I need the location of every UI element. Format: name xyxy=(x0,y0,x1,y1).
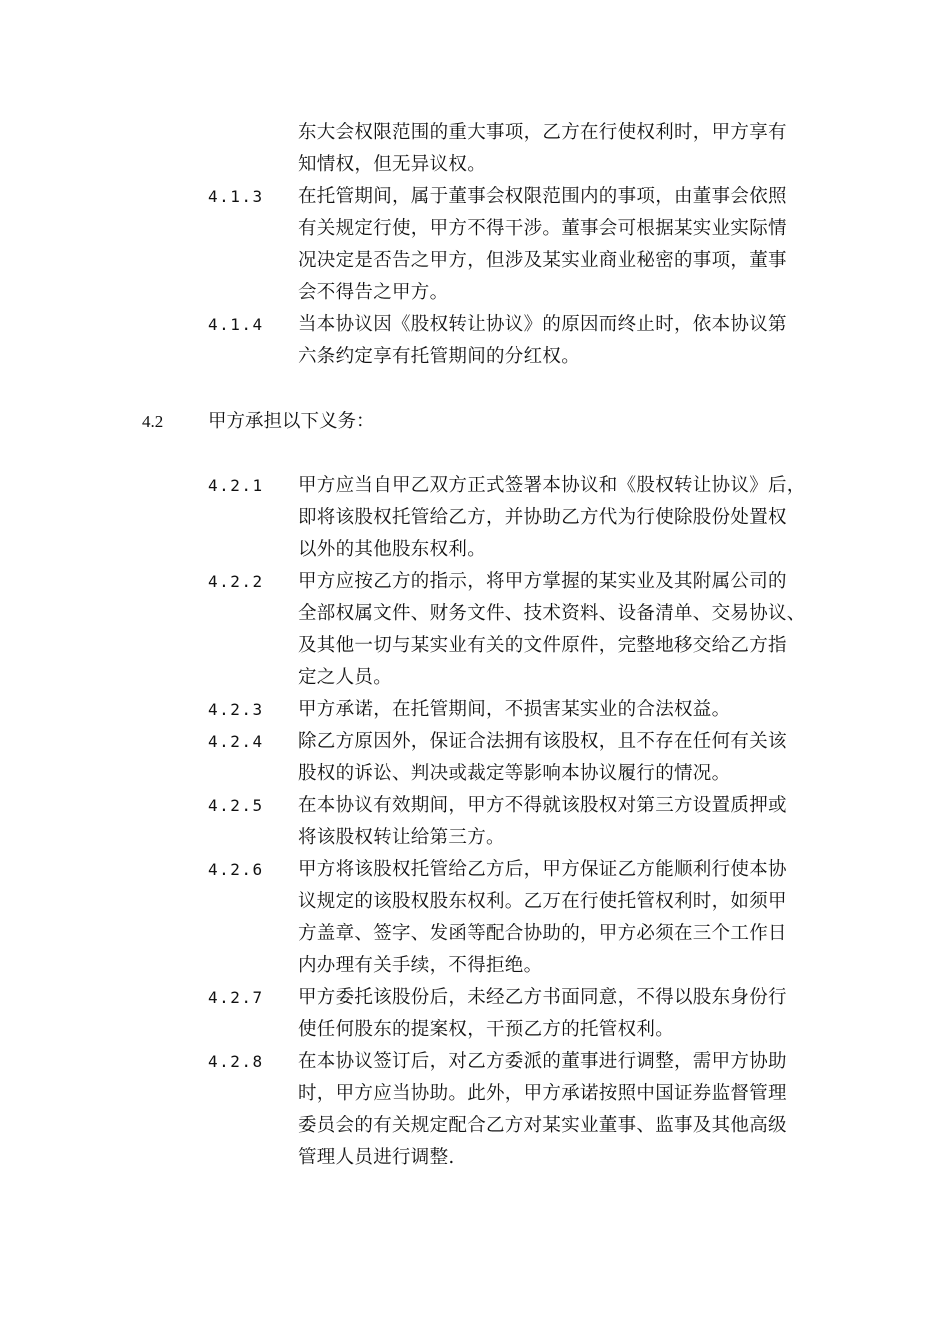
text-line: 甲方承诺，在托管期间，不损害某实业的合法权益。 xyxy=(298,699,731,720)
text-line: 在本协议有效期间，甲方不得就该股权对第三方设置质押或 xyxy=(298,795,787,816)
clause-text xyxy=(298,790,818,854)
text-line: 管理人员进行调整. xyxy=(298,1147,455,1168)
clause-number: 4.2.3 xyxy=(208,700,264,719)
section-title: 甲方承担以下义务： xyxy=(208,411,375,432)
section-number: 4.2 xyxy=(142,412,164,431)
text-line: 当本协议因《股权转让协议》的原因而终止时，依本协议第 xyxy=(298,314,787,335)
text-line: 及其他一切与某实业有关的文件原件，完整地移交给乙方指 xyxy=(298,635,787,656)
clause-text xyxy=(298,982,818,1046)
clause-text xyxy=(298,1046,818,1174)
clause-number: 4.2.2 xyxy=(208,572,264,591)
clause-number: 4.2.8 xyxy=(208,1052,264,1071)
text-line: 时，甲方应当协助。此外，甲方承诺按照中国证券监督管理 xyxy=(298,1083,787,1104)
clause-number: 4.2.5 xyxy=(208,796,264,815)
text-line: 委员会的有关规定配合乙方对某实业董事、监事及其他高级 xyxy=(298,1115,787,1136)
text-line: 将该股权转让给第三方。 xyxy=(298,827,505,848)
clause-number: 4.1.4 xyxy=(208,315,264,334)
text-line: 使任何股东的提案权，干预乙方的托管权利。 xyxy=(298,1019,675,1040)
text-line: 股权的诉讼、判决或裁定等影响本协议履行的情况。 xyxy=(298,763,731,784)
text-line: 即将该股权托管给乙方，并协助乙方代为行使除股份处置权 xyxy=(298,507,787,528)
text-line: 六条约定享有托管期间的分红权。 xyxy=(298,346,581,367)
text-line: 甲方应当自甲乙双方正式签署本协议和《股权转让协议》后， xyxy=(298,475,806,496)
continuation-paragraph xyxy=(298,117,818,181)
text-line: 甲方委托该股份后，未经乙方书面同意，不得以股东身份行 xyxy=(298,987,787,1008)
clause-number: 4.1.3 xyxy=(208,187,264,206)
clause-text xyxy=(298,470,818,566)
text-line: 东大会权限范围的重大事项，乙方在行使权利时，甲方享有 xyxy=(298,122,787,143)
text-line: 在本协议签订后，对乙方委派的董事进行调整，需甲方协助 xyxy=(298,1051,787,1072)
text-line: 甲方应按乙方的指示，将甲方掌握的某实业及其附属公司的 xyxy=(298,571,787,592)
text-line: 甲方将该股权托管给乙方后，甲方保证乙方能顺利行使本协 xyxy=(298,859,787,880)
text-line: 内办理有关手续，不得拒绝。 xyxy=(298,955,543,976)
text-line: 除乙方原因外，保证合法拥有该股权，且不存在任何有关该 xyxy=(298,731,787,752)
clause-text xyxy=(298,726,818,790)
clause-number: 4.2.4 xyxy=(208,732,264,751)
text-line: 况决定是否告之甲方，但涉及某实业商业秘密的事项，董事 xyxy=(298,250,787,271)
text-line: 议规定的该股权股东权利。乙万在行使托管权利时，如须甲 xyxy=(298,891,787,912)
text-line: 定之人员。 xyxy=(298,667,393,688)
clause-text xyxy=(298,309,818,373)
text-line: 以外的其他股东权利。 xyxy=(298,539,487,560)
clause-text xyxy=(298,694,818,726)
text-line: 有关规定行使，甲方不得干涉。董事会可根据某实业实际情 xyxy=(298,218,787,239)
text-line: 在托管期间，属于董事会权限范围内的事项，由董事会依照 xyxy=(298,186,787,207)
clause-text xyxy=(298,854,818,982)
text-line: 会不得告之甲方。 xyxy=(298,282,449,303)
clause-text xyxy=(298,566,818,694)
text-line: 方盖章、签字、发函等配合协助的，甲方必须在三个工作日 xyxy=(298,923,787,944)
clause-number: 4.2.6 xyxy=(208,860,264,879)
clause-number: 4.2.1 xyxy=(208,476,264,495)
clause-number: 4.2.7 xyxy=(208,988,264,1007)
text-line: 全部权属文件、财务文件、技术资料、设备清单、交易协议、 xyxy=(298,603,806,624)
text-line: 知情权，但无异议权。 xyxy=(298,154,487,175)
clause-text xyxy=(298,181,818,309)
